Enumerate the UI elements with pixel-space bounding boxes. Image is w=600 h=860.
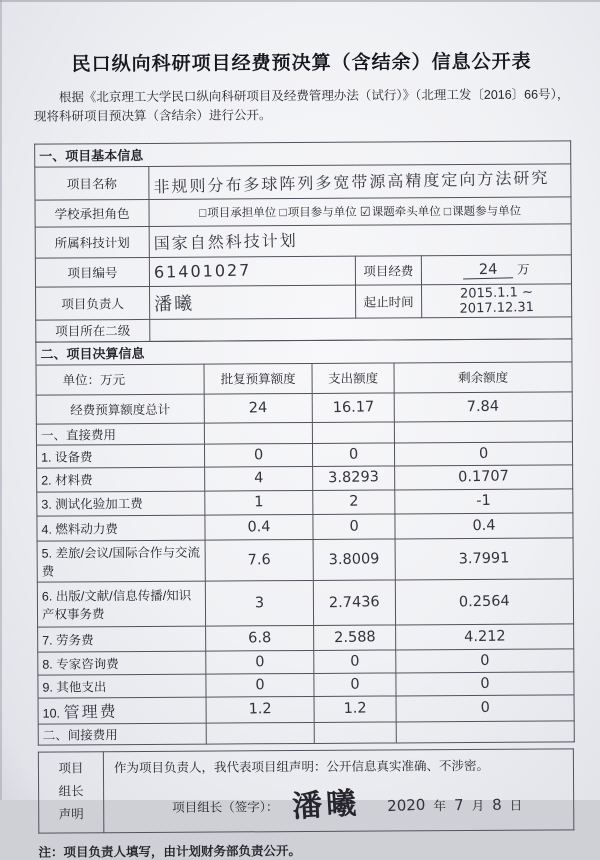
intro-paragraph: 根据《北京理工大学民口纵向科研项目及经费管理办法（试行）》（北理工发〔2016〕66号），现将科研项目预决算（含结余）进行公开。 (33, 87, 570, 125)
declaration-label-line: 项目 (58, 761, 84, 776)
budget-row-label (38, 697, 206, 724)
checkbox-label: 项目参与单位 (287, 206, 357, 219)
budget-row-label: 8. 专家咨询费 (38, 651, 206, 675)
budget-cell-remaining (396, 649, 574, 673)
handwritten-amount: 16.17 (332, 398, 375, 416)
project-leader-row (36, 284, 572, 320)
budget-row-label: 7. 劳务费 (38, 626, 206, 652)
budget-row-label: 经费预算额度总计 (36, 394, 204, 424)
project-number-value (149, 256, 355, 286)
handwritten-amount: 2 (349, 493, 359, 511)
handwritten-amount: 0 (349, 653, 360, 670)
declaration-statement: 作为项目负责人，我代表项目组声明：公开信息真实准确、不涉密。 (113, 758, 490, 775)
budget-total-row (36, 392, 572, 424)
handwritten-amount: 0 (349, 518, 359, 535)
handwritten-amount: 0.2564 (458, 593, 511, 611)
photo-left-edge (0, 0, 2, 800)
empty-cell (396, 721, 574, 743)
budget-cell-spent (313, 466, 395, 491)
budget-cell-spent (313, 490, 395, 515)
handwritten-amount: 7.84 (466, 398, 500, 416)
handwritten-amount: -1 (476, 492, 492, 510)
budget-row-testing (37, 489, 573, 516)
budget-cell-spent (313, 514, 395, 540)
budget-cell-spent (312, 393, 394, 423)
checkbox-label: 课题参与单位 (452, 205, 522, 218)
budget-row-label: 2. 材料费 (37, 467, 205, 492)
budget-cell-spent (313, 580, 395, 626)
budget-approved-header: 批复预算额度 (204, 363, 312, 394)
project-leader-handwriting: 潘曦 (153, 293, 195, 316)
page-title: 民口纵向科研项目经费预决算（含结余）信息公开表 (71, 51, 532, 76)
checkbox-project-undertaker (199, 207, 276, 219)
science-plan-row (35, 224, 571, 258)
budget-row-label: 6. 出版/文献/信息传播/知识产权事务费 (37, 581, 205, 627)
project-period-label: 起止时间 (356, 285, 422, 318)
budget-section-title: 二、项目决算信息 (36, 339, 572, 365)
science-plan-handwriting: 国家自然科技计划 (153, 231, 298, 254)
handwritten-amount: 0 (254, 653, 265, 671)
budget-cell-approved (206, 696, 314, 723)
form-page (33, 34, 574, 860)
budget-cell-remaining (396, 695, 574, 722)
budget-cell-spent (314, 650, 396, 674)
sign-label: 项目组长（签字）： (172, 799, 279, 815)
budget-cell-remaining (395, 465, 573, 490)
budget-row-labor (38, 624, 574, 652)
budget-cell-approved (204, 393, 312, 423)
year-unit: 年 (433, 798, 447, 813)
budget-cell-approved (204, 443, 312, 467)
handwritten-row-label: 管理费 (63, 701, 118, 722)
handwritten-amount: 3.7991 (458, 550, 510, 568)
budget-remaining-header: 剩余额度 (394, 362, 572, 393)
budget-row-publication-ip (37, 579, 573, 627)
science-plan-value (149, 224, 571, 258)
handwritten-amount: 1.2 (343, 700, 367, 718)
declaration-label (38, 751, 103, 832)
budget-table (35, 338, 574, 745)
handwritten-amount: 2.588 (333, 628, 376, 646)
budget-row-label: 二、间接费用 (38, 723, 206, 745)
budget-cell-approved (206, 625, 314, 651)
checkbox-label: 项目承担单位 (207, 206, 277, 220)
signature-line (114, 785, 563, 825)
row-number: 10. (42, 706, 61, 721)
project-name-value (149, 164, 571, 200)
budget-row-travel-meeting (37, 538, 573, 582)
handwritten-amount: 0 (480, 652, 490, 669)
budget-row-label: 一、直接费用 (36, 423, 204, 445)
budget-row-label: 1. 设备费 (36, 444, 204, 468)
budget-row-label: 3. 测试化验加工费 (37, 491, 205, 516)
checkbox-label: 课题牵头单位 (371, 205, 441, 219)
budget-cell-remaining (395, 579, 573, 625)
project-name-handwriting: 非规则分布多球阵列多宽带源高精度定向方法研究 (153, 168, 550, 197)
budget-cell-spent (312, 443, 394, 467)
declaration-table (38, 748, 574, 833)
empty-cell (314, 722, 396, 744)
project-leader-value (150, 285, 356, 319)
empty-cell (394, 421, 572, 443)
empty-cell (312, 422, 394, 444)
handwritten-amount: 6.8 (247, 629, 272, 647)
budget-row-expert-consult (38, 649, 574, 675)
checkbox-checked-icon: ☑ (359, 204, 371, 219)
budget-cell-remaining (394, 392, 572, 422)
empty-cell (206, 722, 314, 744)
day-unit: 日 (509, 798, 523, 813)
basic-info-section-row (35, 141, 571, 167)
school-role-label: 学校承担角色 (35, 199, 149, 227)
handwritten-amount: 7.6 (247, 551, 271, 569)
budget-cell-approved (205, 580, 313, 626)
indirect-costs-section-row (38, 721, 574, 745)
handwritten-amount: 0.4 (247, 518, 271, 536)
funds-unit: 万 (517, 262, 530, 277)
sign-date-month: 7 (453, 795, 465, 814)
checkbox-unchecked-icon: □ (279, 204, 287, 219)
budget-row-equipment (36, 442, 572, 468)
handwritten-amount: 0 (480, 675, 490, 692)
budget-cell-spent (314, 696, 396, 723)
sign-date-year: 2020 (387, 795, 426, 815)
declaration-label-line: 声明 (58, 807, 84, 822)
basic-info-section-title: 一、项目基本信息 (35, 141, 571, 167)
budget-row-label: 9. 其他支出 (38, 674, 206, 698)
budget-cell-spent (314, 625, 396, 651)
project-leader-label: 项目负责人 (36, 286, 150, 320)
budget-section-row (36, 339, 572, 365)
budget-row-label: 4. 燃料动力费 (37, 515, 205, 541)
budget-cell-remaining (395, 489, 573, 514)
project-number-row (35, 255, 571, 287)
budget-cell-remaining (396, 672, 574, 696)
budget-cell-approved (206, 673, 314, 697)
empty-cell (204, 422, 312, 444)
project-funds-handwriting: 24 (463, 262, 514, 280)
checkbox-topic-lead (360, 206, 441, 218)
handwritten-amount: 1 (254, 494, 264, 511)
science-plan-label: 所属科技计划 (35, 226, 149, 258)
project-number-handwriting: 61401027 (153, 260, 252, 283)
project-name-row (35, 164, 571, 200)
checkbox-topic-participant (444, 205, 521, 217)
handwritten-amount: 2.7436 (328, 593, 381, 612)
budget-cell-approved (205, 466, 313, 491)
footer-note: 注：项目负责人填写，由计划财务部负责公开。 (38, 843, 302, 860)
handwritten-amount: 0 (348, 446, 359, 463)
declaration-row (38, 749, 573, 833)
budget-spent-header: 支出额度 (312, 363, 394, 394)
project-funds-label: 项目经费 (355, 256, 421, 285)
declaration-body (103, 749, 573, 833)
basic-info-table (34, 140, 572, 342)
budget-cell-approved (205, 490, 313, 515)
budget-cell-approved (205, 539, 313, 581)
month-unit: 月 (471, 798, 485, 813)
project-funds-value (421, 255, 571, 285)
handwritten-amount: 0 (478, 445, 489, 462)
budget-cell-remaining (394, 442, 572, 466)
sign-date-day: 8 (491, 795, 503, 814)
budget-cell-approved (206, 650, 314, 674)
handwritten-amount: 3.8293 (328, 469, 380, 487)
handwritten-amount: 1.2 (248, 701, 272, 718)
budget-cell-remaining (395, 538, 573, 580)
budget-unit-header: 单位：万元 (36, 364, 204, 395)
handwritten-amount: 4.212 (463, 628, 506, 646)
checkbox-project-participant (279, 206, 356, 218)
budget-cell-spent (314, 673, 396, 697)
budget-cell-remaining (395, 513, 573, 539)
project-period-value (422, 284, 572, 318)
project-name-label: 项目名称 (35, 166, 149, 200)
secondary-unit-label: 项目所在二级 (36, 319, 150, 342)
declaration-label-line: 组长 (58, 784, 84, 799)
school-role-options (149, 197, 571, 227)
budget-cell-approved (205, 514, 313, 540)
leader-signature-handwriting: 潘曦 (291, 785, 362, 825)
handwritten-amount: 0.4 (472, 517, 496, 534)
handwritten-amount: 0.1707 (458, 468, 510, 486)
budget-row-label: 5. 差旅/会议/国际合作与交流费 (37, 540, 205, 582)
budget-header-row (36, 362, 572, 395)
handwritten-amount: 0 (253, 446, 264, 464)
checkbox-unchecked-icon: □ (443, 203, 452, 218)
school-role-row (35, 197, 571, 227)
budget-row-materials (37, 465, 573, 492)
checkbox-unchecked-icon: □ (198, 205, 207, 220)
project-number-label: 项目编号 (35, 257, 149, 287)
handwritten-amount: 0 (255, 676, 265, 694)
budget-row-fuel-power (37, 513, 573, 541)
budget-cell-spent (313, 539, 395, 581)
budget-row-management (38, 695, 574, 724)
handwritten-amount: 0 (480, 700, 490, 717)
handwritten-amount: 3 (254, 594, 265, 612)
handwritten-amount: 24 (248, 399, 268, 417)
handwritten-amount: 3.8009 (328, 550, 380, 569)
handwritten-amount: 4 (253, 470, 264, 487)
budget-cell-remaining (396, 624, 574, 650)
project-period-handwriting: 2015.1.1 ~ 2017.12.31 (459, 284, 535, 317)
budget-row-other (38, 672, 574, 698)
photo-top-edge (0, 0, 600, 2)
handwritten-amount: 0 (350, 676, 360, 693)
